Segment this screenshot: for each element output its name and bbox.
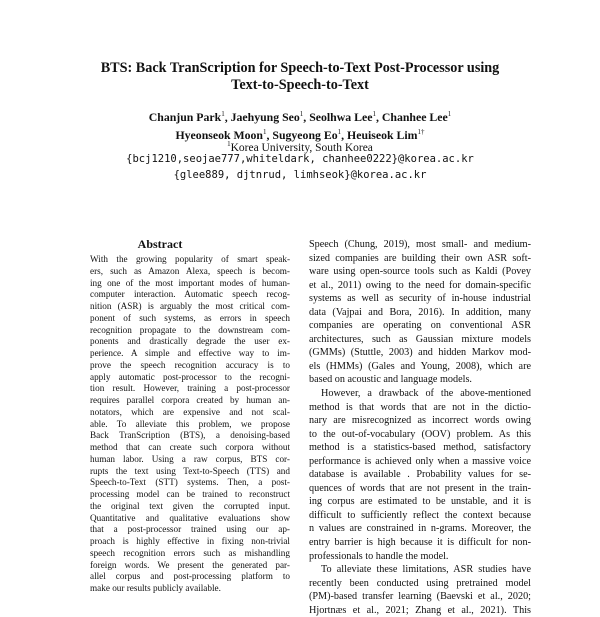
body-line: companies are operating on conventional ASR [309,320,531,332]
affiliation-text: Korea University, South Korea [230,142,373,154]
abstract-line: the original text given the corrupted input. [90,500,290,511]
author-affiliation-mark: 1 [337,128,342,136]
author-affiliation-mark: 1 [372,110,376,118]
body-line: els (HMMs) (Gales and Young, 2008), which are [309,360,531,372]
body-line: However, a drawback of the above-mentioned [321,388,531,400]
abstract-line: processing model can be trained to reconstruct [90,489,290,499]
abstract-line: requires parallel corpora created by human an- [90,395,290,405]
body-line: architectures, such as Gaussian mixture models [309,333,531,345]
body-line: entry barrier is high because it is difficult for non- [309,537,531,549]
abstract-line: With the growing popularity of smart speak- [90,254,290,264]
author-affiliation-mark: 1 [221,110,225,118]
abstract-heading: Abstract [137,237,183,251]
body-line: based on acoustic and language models. [309,374,472,386]
body-line: database is available . Probability values for se- [309,469,531,481]
abstract-line: speech recognition errors such as mishandling [90,547,290,558]
author-name: Chanjun Park [148,110,222,124]
abstract-line: notators, which are expensive and not scal- [90,406,290,417]
author-name: Seolhwa Lee [309,110,373,124]
body-line: et al., 2011) owing to the need for domain-specific [309,279,531,291]
body-text-column [309,238,531,617]
body-line: ware using open-source tools such as Kaldi (Povey [309,266,531,278]
author-name: Hyeonseok Moon [175,128,263,142]
paper-title [40,60,560,94]
abstract-line: prove the speech recognition accuracy is to [90,359,290,370]
abstract-line: computer interaction. Automatic speech recog- [90,289,290,300]
body-line: to the out-of-vocabulary (OOV) problem. As this [309,428,531,440]
author-affiliation-mark: 1 [262,128,267,136]
author-affiliation-mark: 1 [299,110,304,118]
author-row-2: Hyeonseok Moon$^1$, Sugyeong Eo$^1$, Heuiseok Lim$^{1\dagger}$ [175,128,425,142]
author-name: Chanhee Lee [381,110,448,124]
abstract-line: recognition propagate to the downstream com- [90,324,290,335]
abstract-line: human labor. Using a raw corpus, BTS cor- [90,453,290,464]
email-block [40,151,560,183]
body-line: nary are misrecognized as incorrect words owing [309,415,531,427]
body-line: n values are constrained in n-grams. Moreover, the [309,523,531,535]
author-affiliation-mark: 1† [417,128,425,136]
abstract-line: allel corpus and post-processing platform to [90,571,290,582]
body-line: method is that words that are not in the dictio- [309,401,531,413]
body-line: ing corpus are estimated to be unstable, and it is [309,496,531,508]
body-line: systems as well as security of in-house industrial [309,293,531,305]
author-name: Jaehyung Seo [230,110,300,124]
abstract-line: rupts the text using Text-to-Speech (TTS) and [90,465,290,476]
body-line: difficult to sufficiently reflect the context because [309,509,531,521]
body-line: (GMMs) (Stuttle, 2003) and hidden Markov mod- [309,347,531,359]
abstract-line: that a post-processor trained using our ap- [90,524,290,535]
abstract-line: perience. A simple and effective way to im- [90,348,290,358]
abstract-line: able. To alleviate this problem, we propose [90,418,290,429]
title-line-1: BTS: Back TranScription for Speech-to-Text Post-Processor using [100,60,500,76]
author-name: Heuiseok Lim [347,128,418,142]
affiliation-mark: 1 [227,140,231,148]
body-line: recently been conducted using pretrained model [309,577,531,589]
email-line-2: {glee889, djtnrud, limhseok}@korea.ac.kr [173,169,427,181]
abstract-line: Speech-to-Text (STT) systems. Then, a post- [90,477,290,488]
abstract-line: apply automatic post-processor to the recogni- [90,371,290,382]
body-line: Speech (Chung, 2019), most small- and medium- [309,239,531,250]
abstract-line: ponents and drastically degrade the user ex- [90,336,290,347]
title-line-2: Text-to-Speech-to-Text [231,77,369,93]
abstract-line: ing one of the most important modes of human- [90,277,290,288]
body-line: performance is achieved only when a massive voice [309,455,531,467]
body-line: sized companies are building their own ASR soft- [309,252,531,264]
body-line: To alleviate these limitations, ASR studies have [321,564,531,576]
abstract-line: tion result. However, training a post-processor [90,383,290,394]
abstract-line: foreign words. We present the generated par- [90,559,290,570]
abstract-line: Back TranScription (BTS), a denoising-based [90,430,290,441]
abstract-line: Quantitative and qualitative evaluations show [90,512,290,523]
abstract-line: make our results publicly available. [90,583,221,593]
abstract-line: ers, such as Amazon Alexa, speech is becom- [90,265,290,276]
author-row-1: Chanjun Park$^1$, Jaehyung Seo$^1$, Seolhwa Lee$^1$, Chanhee Lee$^1$ [148,110,452,124]
abstract-line: method that can create such corpora without [90,442,290,452]
body-line: (PM)-based transfer learning (Baevski et al., 2020; [309,591,531,603]
author-name: Sugyeong Eo [272,128,338,142]
abstract-body [90,254,290,595]
abstract-line: proach is highly effective in fixing non-trivial [90,536,290,546]
body-line: professionals to handle the model. [309,550,449,562]
body-line: Hjortnæs et al., 2021; Zhang et al., 2021). This [309,604,531,616]
body-line: quences of words that are not present in the train- [309,482,531,494]
abstract-line: nition (ASR) is arguably the most critical com- [90,301,290,311]
email-line-1: {bcj1210,seojae777,whiteldark, chanhee0222}@korea.ac.kr [126,153,474,165]
author-affiliation-mark: 1 [447,110,452,118]
body-line: data (Vajpai and Bora, 2016). In addition, many [309,306,531,318]
body-line: method is a statistics-based method, satisfactory [309,442,531,454]
abstract-line: ponent of such systems, as errors in speech [90,312,290,323]
